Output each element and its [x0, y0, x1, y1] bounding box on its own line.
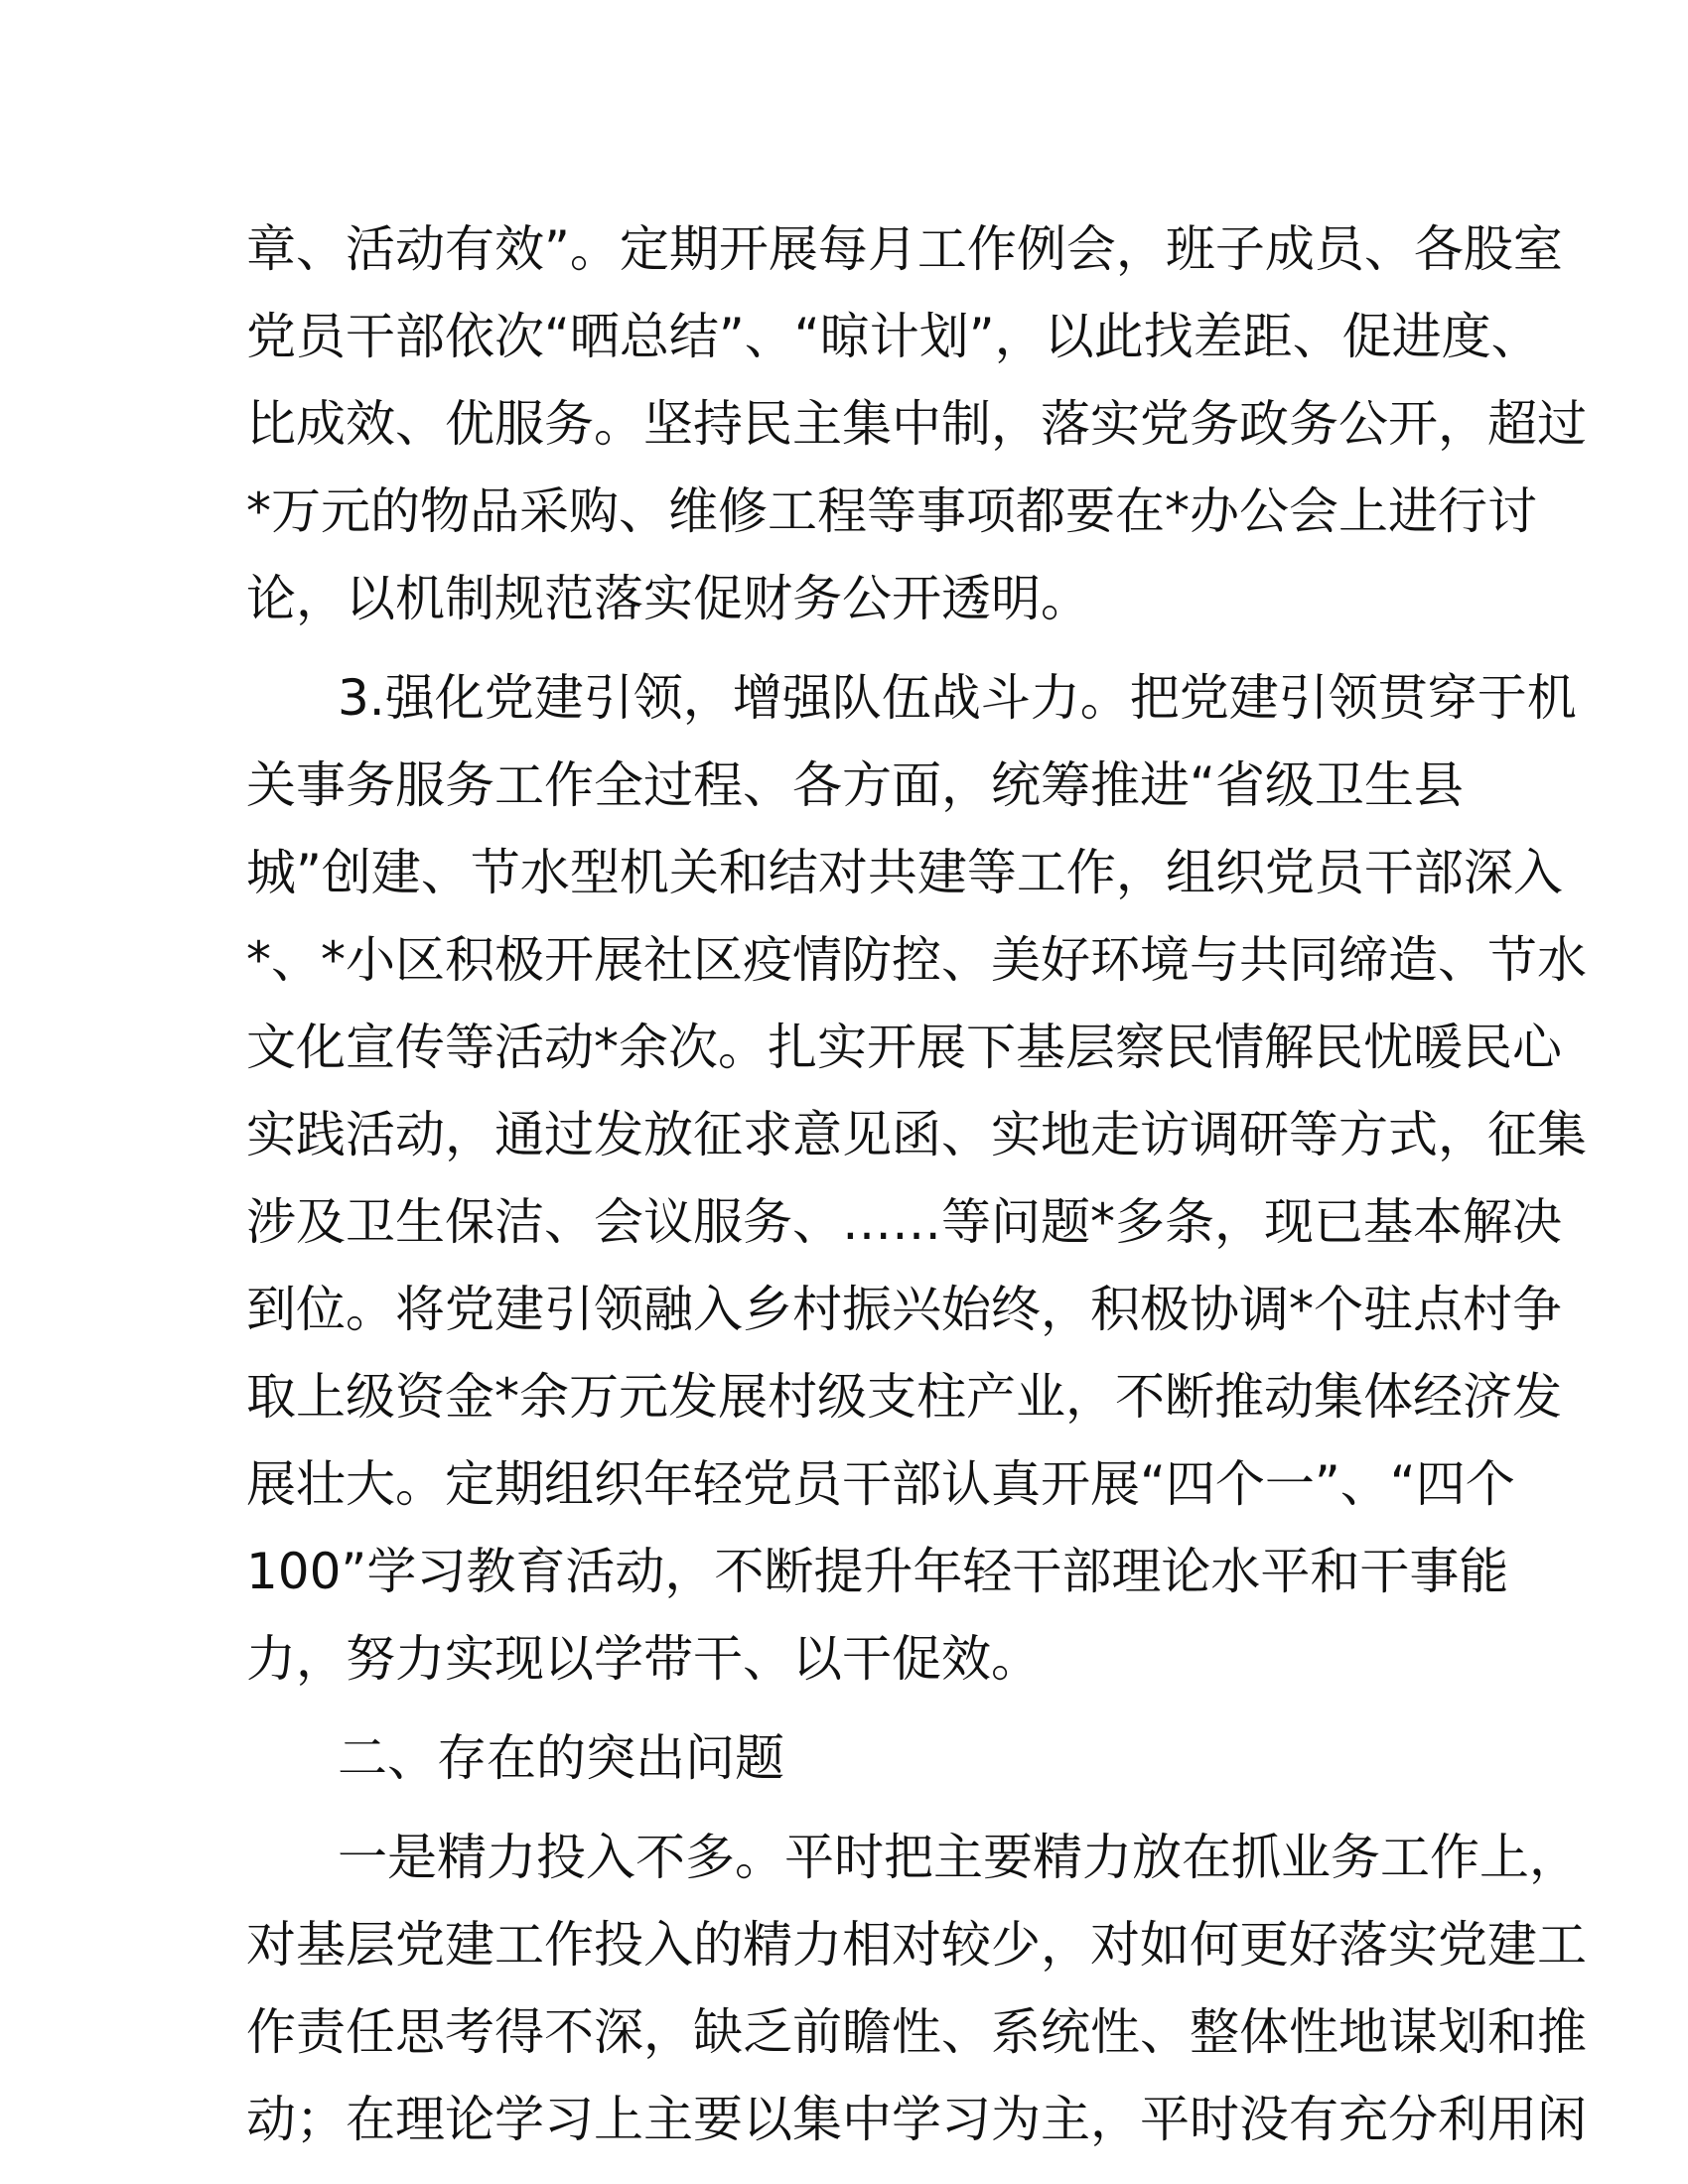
text-line: *万元的物品采购、维修工程等事项都要在*办公会上进行讨: [246, 482, 1537, 540]
text-line: 比成效、优服务。坚持民主集中制，落实党务政务公开，超过: [246, 395, 1587, 453]
text-line: 对基层党建工作投入的精力相对较少，对如何更好落实党建工: [246, 1916, 1587, 1974]
text-line: 动；在理论学习上主要以集中学习为主，平时没有充分利用闲: [246, 2091, 1587, 2148]
section-heading: [246, 1714, 1438, 1802]
text-line: 城”创建、节水型机关和结对共建等工作，组织党员干部深入: [246, 844, 1563, 901]
text-line: 论，以机制规范落实促财务公开透明。: [246, 570, 1090, 627]
text-line: 展壮大。定期组织年轻党员干部认真开展“四个一”、“四个: [246, 1455, 1515, 1513]
section-heading-text: 二、存在的突出问题: [338, 1729, 784, 1787]
text-line: 取上级资金*余万元发展村级支柱产业，不断推动集体经济发: [246, 1368, 1562, 1426]
text-line: 到位。将党建引领融入乡村振兴始终，积极协调*个驻点村争: [246, 1281, 1562, 1338]
text-line: 涉及卫生保洁、会议服务、……等问题*多条，现已基本解决: [246, 1193, 1562, 1251]
text-line: 一是精力投入不多。平时把主要精力放在抓业务工作上，: [338, 1829, 1579, 1886]
text-line: 实践活动，通过发放征求意见函、实地走访调研等方式，征集: [246, 1106, 1587, 1163]
text-line: 3.强化党建引领，增强队伍战斗力。把党建引领贯穿于机: [338, 669, 1577, 727]
text-line: 作责任思考得不深，缺乏前瞻性、系统性、整体性地谋划和推: [246, 2003, 1587, 2061]
paragraph-item-3: [246, 654, 1587, 1703]
text-line: 党员干部依次“晒总结”、“晾计划”，以此找差距、促进度、: [246, 308, 1541, 365]
text-line: *、*小区积极开展社区疫情防控、美好环境与共同缔造、节水: [246, 931, 1587, 989]
document-body: [246, 205, 1587, 2163]
text-line: 文化宣传等活动*余次。扎实开展下基层察民情解民忧暖民心: [246, 1019, 1562, 1076]
paragraph-continuation: [246, 205, 1587, 642]
text-line: 关事务服务工作全过程、各方面，统筹推进“省级卫生县: [246, 756, 1464, 814]
text-line: 100”学习教育活动，不断提升年轻干部理论水平和干事能: [246, 1543, 1509, 1600]
text-line: 章、活动有效”。定期开展每月工作例会，班子成员、各股室: [246, 220, 1563, 278]
paragraph-problem-1: [246, 1814, 1587, 2163]
text-line: 力，努力实现以学带干、以干促效。: [246, 1630, 1041, 1688]
